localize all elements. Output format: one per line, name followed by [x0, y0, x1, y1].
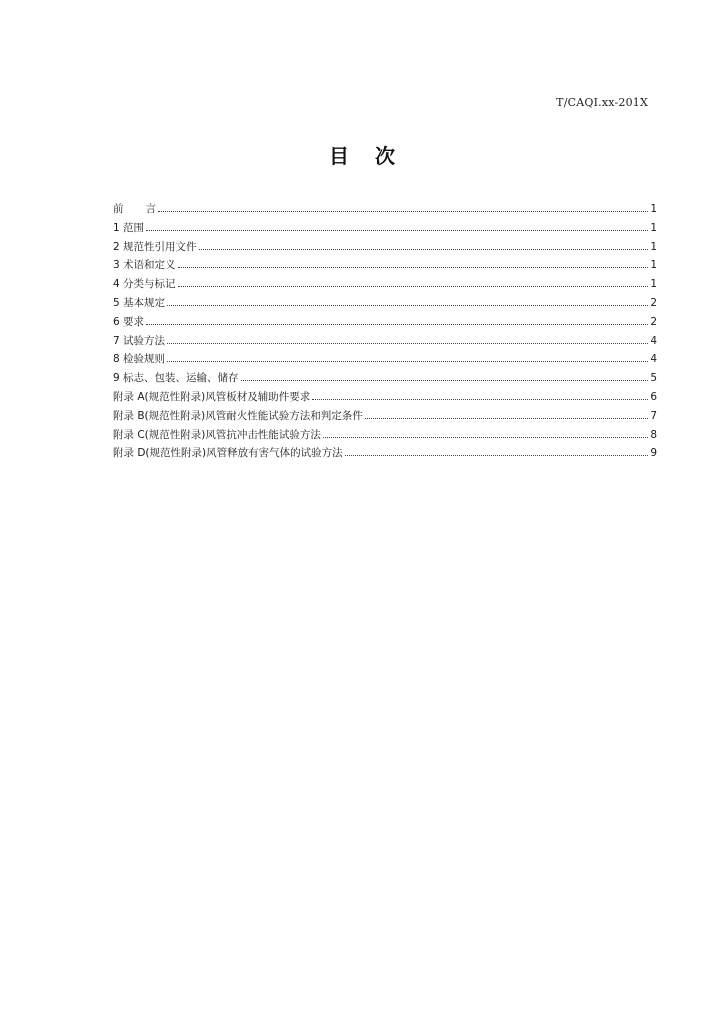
toc-entry-page: 2 [650, 296, 657, 309]
toc-leader-dots [345, 455, 649, 456]
toc-entry-label: 5 基本规定 [113, 296, 166, 309]
toc-entry-label: 6 要求 [113, 315, 145, 328]
toc-entry-page: 4 [650, 334, 657, 347]
toc-entry[interactable] [113, 408, 657, 427]
toc-entry-label: 附录 C(规范性附录)风管抗冲击性能试验方法 [113, 428, 321, 441]
foreword-char-1: 前 [113, 203, 124, 215]
document-code: T/CAQI.xx-201X [556, 96, 648, 109]
toc-leader-dots [146, 230, 648, 231]
toc-entry-page: 8 [650, 428, 657, 441]
toc-leader-dots [167, 361, 648, 362]
toc-leader-dots [158, 211, 648, 212]
toc-leader-dots [146, 324, 648, 325]
toc-entry-label: 7 试验方法 [113, 334, 166, 347]
toc-title-char-1: 目 [329, 144, 349, 168]
toc-entry-label: 1 范围 [113, 221, 145, 234]
toc-entry-label [113, 201, 156, 216]
toc-leader-dots [312, 399, 648, 400]
toc-entry-page: 6 [650, 390, 657, 403]
toc-entry[interactable] [113, 295, 657, 314]
toc-entry[interactable] [113, 427, 657, 446]
toc-entry[interactable] [113, 276, 657, 295]
toc-entry-page: 1 [650, 259, 657, 272]
toc-entry[interactable] [113, 445, 657, 464]
toc-entry-foreword[interactable] [113, 201, 657, 220]
toc-entry-page: 4 [650, 353, 657, 366]
toc-title [0, 140, 724, 169]
toc-entry-label: 4 分类与标记 [113, 278, 176, 291]
toc-entry-label: 附录 D(规范性附录)风管释放有害气体的试验方法 [113, 447, 343, 460]
toc-entry-page: 7 [650, 409, 657, 422]
toc-entry-page: 1 [650, 278, 657, 291]
toc-entry[interactable] [113, 333, 657, 352]
toc-entry[interactable] [113, 370, 657, 389]
toc-title-char-2: 次 [375, 144, 395, 168]
toc-entry-page: 5 [650, 372, 657, 385]
toc-entry-page: 1 [650, 240, 657, 253]
toc-entry[interactable] [113, 351, 657, 370]
toc-entry[interactable] [113, 239, 657, 258]
toc-leader-dots [167, 305, 648, 306]
toc-entry-label: 2 规范性引用文件 [113, 240, 197, 253]
toc-entry-label: 9 标志、包装、运输、储存 [113, 372, 239, 385]
toc-entry-page: 2 [650, 315, 657, 328]
toc-entry[interactable] [113, 257, 657, 276]
toc-leader-dots [178, 286, 649, 287]
toc-entry-label: 附录 A(规范性附录)风管板材及辅助件要求 [113, 390, 311, 403]
toc-entry[interactable] [113, 314, 657, 333]
toc-entry[interactable] [113, 220, 657, 239]
toc-entry-page: 9 [650, 447, 657, 460]
toc-entry[interactable] [113, 389, 657, 408]
toc-entry-label: 3 术语和定义 [113, 259, 176, 272]
toc-leader-dots [323, 437, 648, 438]
toc-entry-page: 1 [650, 203, 657, 215]
toc-leader-dots [365, 418, 649, 419]
toc-entry-label: 8 检验规则 [113, 353, 166, 366]
foreword-char-2: 言 [145, 203, 156, 215]
toc-entry-label: 附录 B(规范性附录)风管耐火性能试验方法和判定条件 [113, 409, 363, 422]
toc-leader-dots [167, 343, 648, 344]
toc-leader-dots [178, 267, 649, 268]
toc-leader-dots [241, 380, 649, 381]
toc-leader-dots [199, 249, 649, 250]
toc-list [113, 201, 657, 464]
toc-entry-page: 1 [650, 221, 657, 234]
